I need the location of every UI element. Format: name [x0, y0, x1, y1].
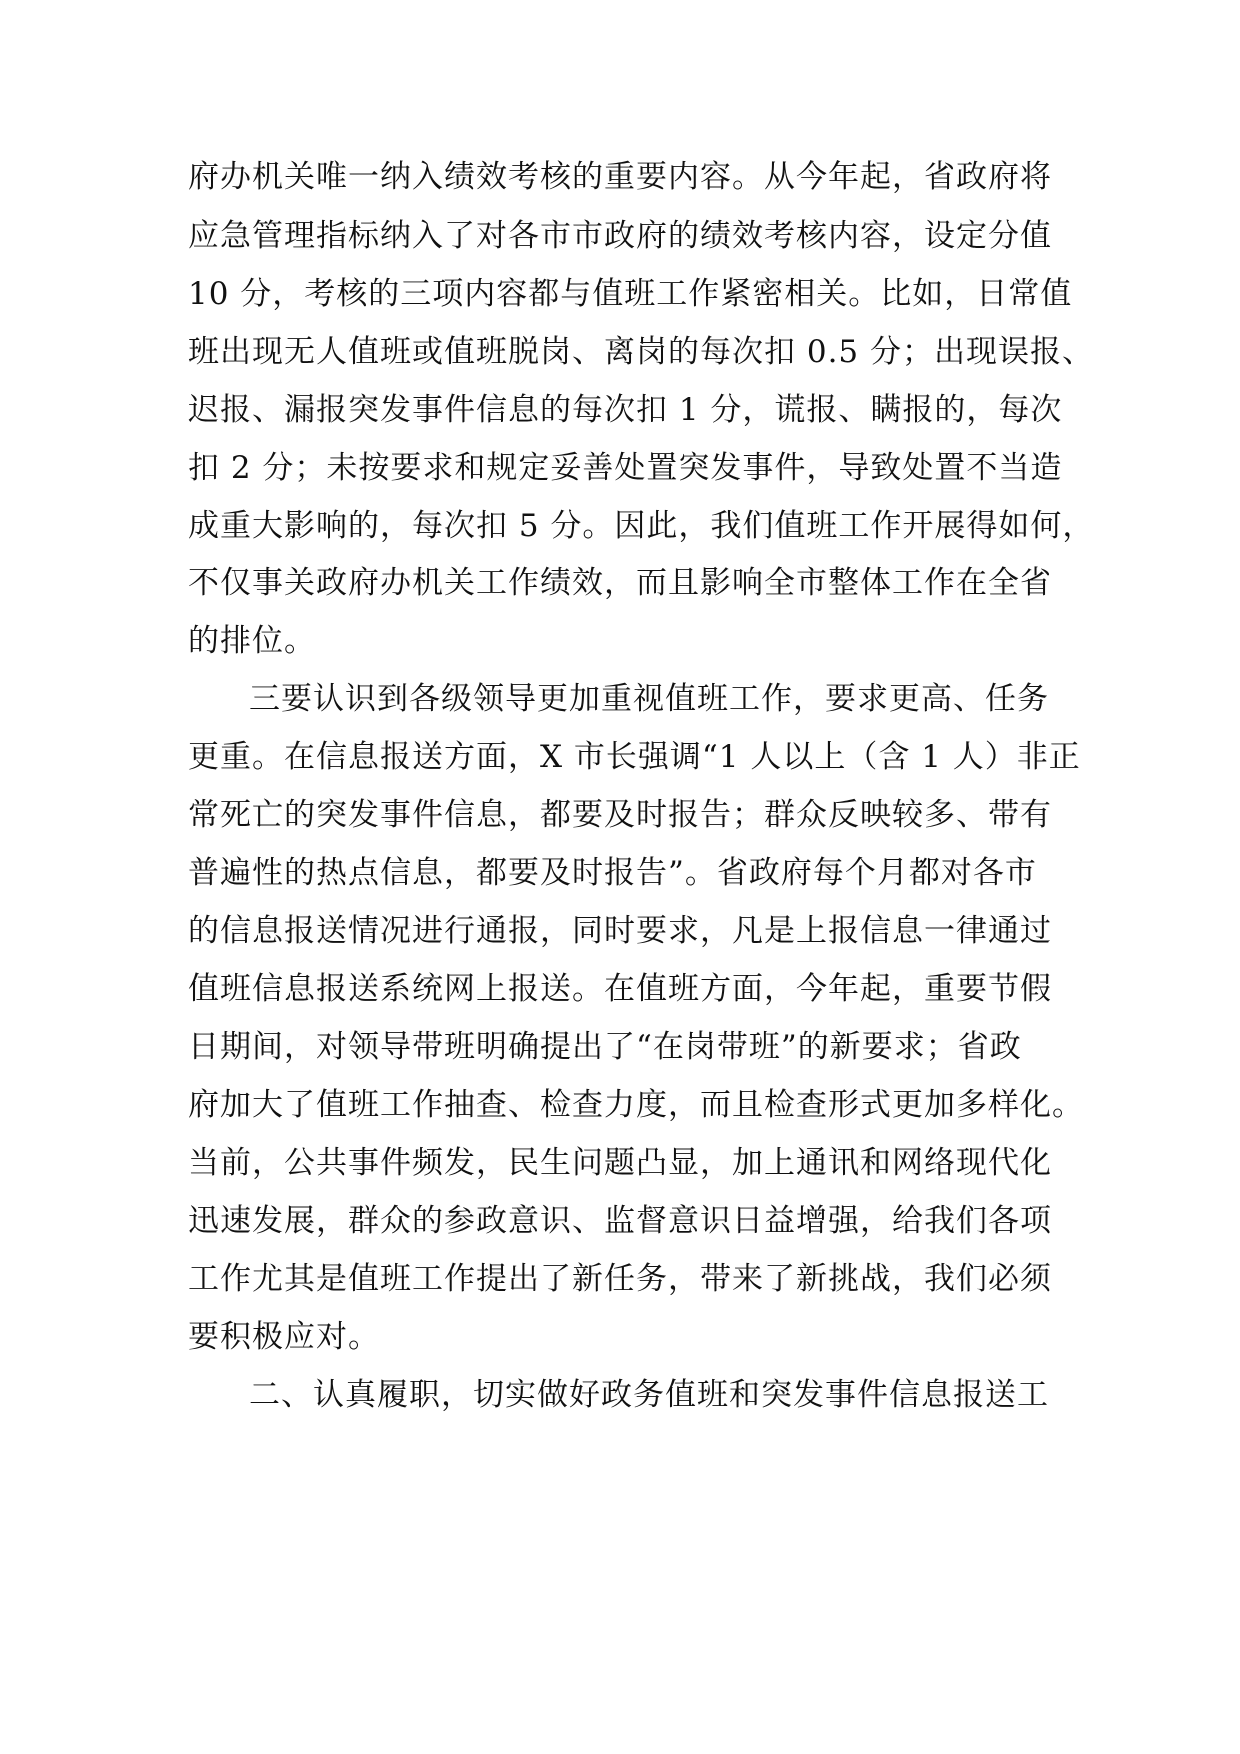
text-line: 扣 2 分；未按要求和规定妥善处置突发事件，导致处置不当造 [188, 450, 1063, 486]
section-heading-line: 二、认真履职，切实做好政务值班和突发事件信息报送工 [249, 1377, 1049, 1413]
text-line: 府办机关唯一纳入绩效考核的重要内容。从今年起，省政府将 [188, 159, 1052, 195]
text-line: 应急管理指标纳入了对各市市政府的绩效考核内容，设定分值 [188, 218, 1052, 254]
text-line: 府加大了值班工作抽查、检查力度，而且检查形式更加多样化。 [188, 1087, 1084, 1123]
text-line: 常死亡的突发事件信息，都要及时报告；群众反映较多、带有 [188, 797, 1052, 833]
text-line: 不仅事关政府办机关工作绩效，而且影响全市整体工作在全省 [188, 565, 1052, 601]
text-line: 值班信息报送系统网上报送。在值班方面，今年起，重要节假 [188, 971, 1052, 1007]
text-line: 班出现无人值班或值班脱岗、离岗的每次扣 0.5 分；出现误报、 [188, 334, 1095, 370]
text-line: 的信息报送情况进行通报，同时要求，凡是上报信息一律通过 [188, 913, 1052, 949]
text-line: 工作尤其是值班工作提出了新任务，带来了新挑战，我们必须 [188, 1261, 1052, 1297]
text-line: 要积极应对。 [188, 1319, 380, 1355]
paragraph-first-line: 三要认识到各级领导更加重视值班工作，要求更高、任务 [249, 681, 1049, 717]
text-line: 的排位。 [188, 623, 316, 659]
text-line: 日期间，对领导带班明确提出了“在岗带班”的新要求；省政 [188, 1029, 1022, 1065]
text-line: 成重大影响的，每次扣 5 分。因此，我们值班工作开展得如何， [188, 508, 1095, 544]
text-line: 更重。在信息报送方面，X 市长强调“1 人以上（含 1 人）非正 [188, 739, 1081, 775]
text-line: 迅速发展，群众的参政意识、监督意识日益增强，给我们各项 [188, 1203, 1052, 1239]
text-line: 迟报、漏报突发事件信息的每次扣 1 分，谎报、瞒报的，每次 [188, 392, 1063, 428]
text-line: 当前，公共事件频发，民生问题凸显，加上通讯和网络现代化 [188, 1145, 1052, 1181]
text-line: 普遍性的热点信息，都要及时报告”。省政府每个月都对各市 [188, 855, 1037, 891]
text-line: 10 分，考核的三项内容都与值班工作紧密相关。比如，日常值 [188, 276, 1073, 312]
